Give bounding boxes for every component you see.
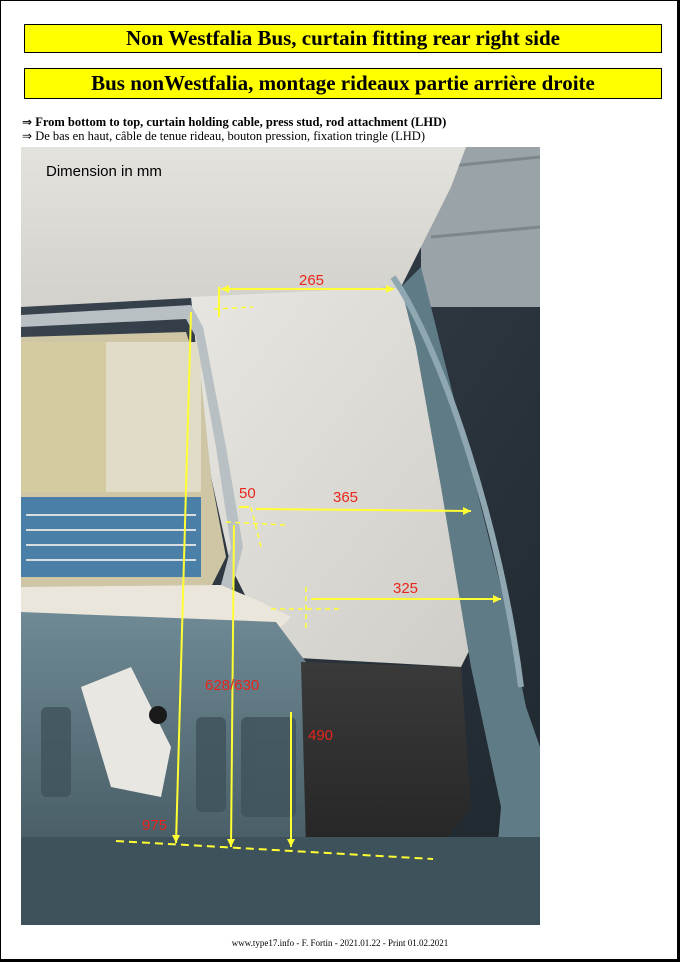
dimension-stud-width: 365 [333, 489, 359, 506]
dimension-cable-height: 490 [308, 727, 334, 744]
dimension-rod-height: 975 [142, 817, 168, 834]
title-french: Bus nonWestfalia, montage rideaux partie arrière droite [24, 68, 662, 99]
note-english-text: From bottom to top, curtain holding cable, press stud, rod attachment (LHD) [35, 115, 447, 129]
note-french [22, 129, 425, 144]
dimension-cable-width: 325 [393, 580, 419, 597]
vehicle-interior-photo [21, 147, 540, 925]
dimension-stud-height: 628/630 [205, 677, 260, 694]
arrow-icon: ⇒ [22, 129, 33, 143]
arrow-icon: ⇒ [22, 115, 33, 129]
title-english: Non Westfalia Bus, curtain fitting rear right side [24, 24, 662, 53]
dimension-top-width: 265 [299, 272, 325, 289]
dimension-caption: Dimension in mm [46, 163, 162, 180]
photo-illustration [21, 147, 540, 925]
dimension-stud-offset: 50 [239, 485, 256, 502]
note-english [22, 115, 446, 130]
note-french-text: De bas en haut, câble de tenue rideau, bouton pression, fixation tringle (LHD) [35, 129, 425, 143]
page-footer: www.type17.info - F. Fortin - 2021.01.22 - Print 01.02.2021 [231, 938, 449, 948]
